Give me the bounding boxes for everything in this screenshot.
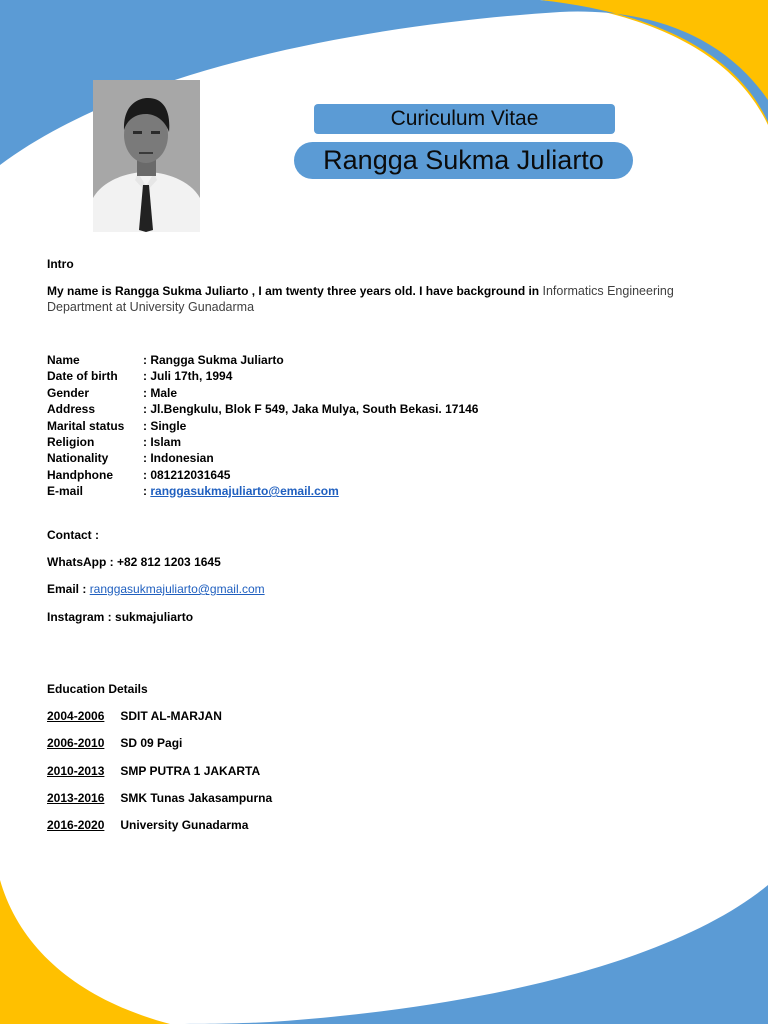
info-value: : Islam <box>143 434 182 449</box>
education-heading: Education Details <box>47 682 148 696</box>
info-label: Marital status <box>47 418 125 433</box>
info-value: : Indonesian <box>143 451 214 466</box>
info-label: Religion <box>47 434 95 449</box>
profile-photo <box>93 80 200 232</box>
info-row-name <box>47 352 478 368</box>
education-years: 2004-2006 <box>47 709 105 723</box>
info-value: : Male <box>143 385 178 400</box>
education-item <box>47 736 182 750</box>
info-row-date-of-birth <box>47 368 478 384</box>
info-value: : Rangga Sukma Juliarto <box>143 353 284 367</box>
info-row-nationality <box>47 450 478 466</box>
education-item <box>47 709 222 723</box>
info-label: Name <box>47 353 80 367</box>
info-label: Gender <box>47 385 90 400</box>
info-row-marital-status <box>47 418 478 434</box>
contact-whatsapp: WhatsApp : +82 812 1203 1645 <box>47 555 221 569</box>
info-row-religion <box>47 434 478 450</box>
intro-paragraph <box>47 283 707 315</box>
info-label: Nationality <box>47 451 109 466</box>
contact-email-label: Email : <box>47 582 90 596</box>
contact-heading: Contact : <box>47 528 99 542</box>
info-row-email <box>47 483 478 499</box>
education-years: 2010-2013 <box>47 764 105 778</box>
document-title-banner <box>314 104 615 134</box>
education-years: 2016-2020 <box>47 818 105 832</box>
education-years: 2006-2010 <box>47 736 105 750</box>
education-school: SMK Tunas Jakasampurna <box>120 791 273 805</box>
info-label: E-mail <box>47 484 84 499</box>
contact-email-link[interactable]: ranggasukmajuliarto@gmail.com <box>89 582 265 596</box>
info-value: : Single <box>143 418 187 433</box>
intro-text-plain: Informatics Engineering Department at University Gunadarma <box>47 284 674 314</box>
education-item <box>47 764 260 778</box>
personal-info-list <box>47 352 478 500</box>
info-row-gender <box>47 385 478 401</box>
info-label: Handphone <box>47 467 113 482</box>
education-school: SD 09 Pagi <box>120 736 183 750</box>
intro-heading: Intro <box>47 257 74 271</box>
full-name-banner <box>294 142 633 179</box>
email-link[interactable]: ranggasukmajuliarto@email.com <box>150 484 339 499</box>
info-row-address <box>47 401 478 417</box>
info-value-prefix: : <box>143 484 151 499</box>
contact-instagram: Instagram : sukmajuliarto <box>47 610 194 624</box>
intro-text-bold: My name is Rangga Sukma Juliarto , I am twenty three years old. I have background in <box>47 284 540 298</box>
info-row-handphone <box>47 467 478 483</box>
education-item <box>47 818 248 832</box>
contact-email <box>47 581 265 597</box>
info-label: Address <box>47 402 96 417</box>
document-title: Curiculum Vitae <box>390 107 539 130</box>
education-years: 2013-2016 <box>47 791 105 805</box>
education-school: SDIT AL-MARJAN <box>120 709 222 723</box>
education-school: University Gunadarma <box>120 818 249 832</box>
info-value: : 081212031645 <box>143 467 231 482</box>
education-item <box>47 791 272 805</box>
info-label: Date of birth <box>47 369 118 384</box>
info-value: : Juli 17th, 1994 <box>143 369 233 384</box>
education-school: SMP PUTRA 1 JAKARTA <box>120 764 261 778</box>
full-name: Rangga Sukma Juliarto <box>323 145 604 175</box>
info-value: : Jl.Bengkulu, Blok F 549, Jaka Mulya, South Bekasi. 17146 <box>143 402 479 417</box>
